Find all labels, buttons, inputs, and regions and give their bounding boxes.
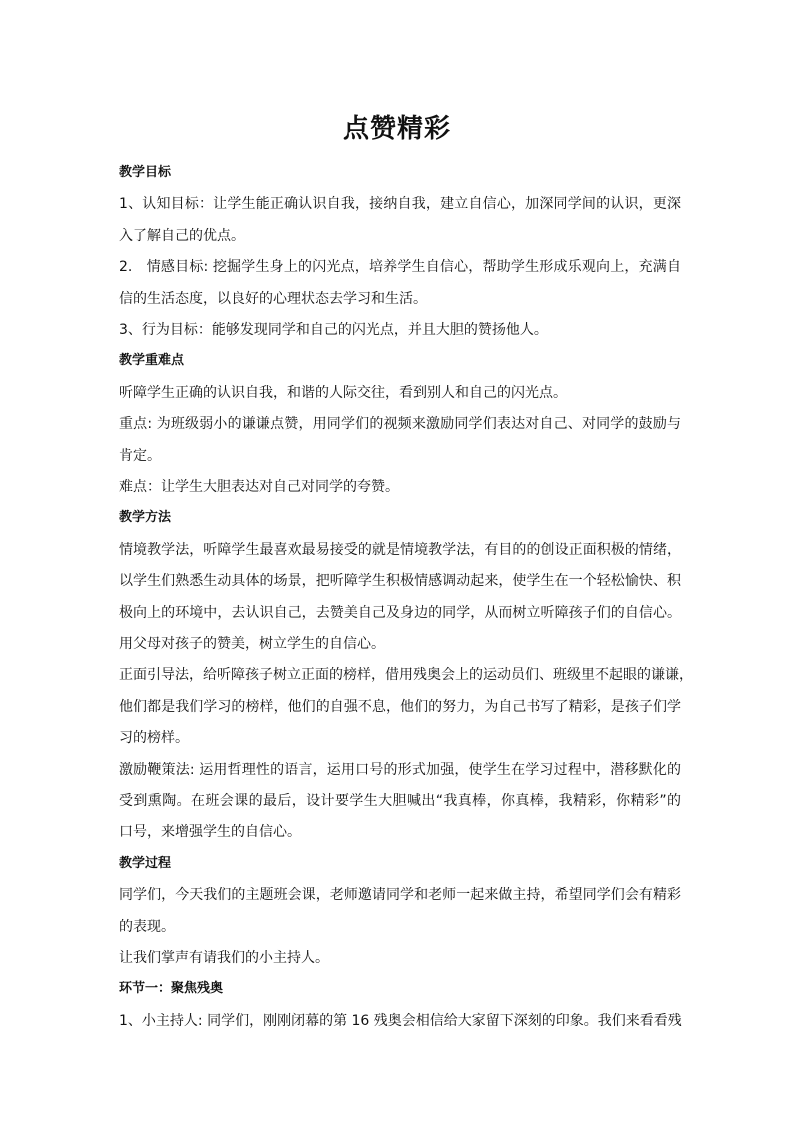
- paragraph-line: 2. 情感目标: 挖掘学生身上的闪光点，培养学生自信心，帮助学生形成乐观向上，充满自: [119, 259, 681, 275]
- paragraph-line: 肯定。: [119, 448, 161, 464]
- section-heading: 教学目标: [119, 165, 172, 180]
- paragraph-line: 入了解自己的优点。: [119, 228, 245, 244]
- paragraph-line: 受到熏陶。在班会课的最后，设计要学生大胆喊出“我真棒，你真棒，我精彩，你精彩”的: [119, 793, 681, 809]
- section-heading: 教学方法: [119, 510, 172, 525]
- section-heading: 教学过程: [119, 856, 172, 871]
- paragraph-line: 1、认知目标：让学生能正确认识自我，接纳自我，建立自信心，加深同学间的认识，更深: [119, 196, 681, 212]
- paragraph-line: 的表现。: [119, 919, 175, 935]
- paragraph-line: 激励鞭策法: 运用哲理性的语言，运用口号的形式加强，使学生在学习过程中，潜移默化的: [119, 762, 681, 778]
- paragraph-line: 难点：让学生大胆表达对自己对同学的夸赞。: [119, 479, 399, 495]
- paragraph-line: 情境教学法，听障学生最喜欢最易接受的就是情境教学法，有目的的创设正面积极的情绪，: [119, 542, 681, 558]
- paragraph-line: 用父母对孩子的赞美，树立学生的自信心。: [119, 636, 385, 652]
- paragraph-line: 3、行为目标：能够发现同学和自己的闪光点，并且大胆的赞扬他人。: [119, 322, 548, 338]
- paragraph-line: 以学生们熟悉生动具体的场景，把听障学生积极情感调动起来，使学生在一个轻松愉快、积: [119, 573, 681, 589]
- document-title: 点赞精彩: [342, 114, 451, 144]
- paragraph-line: 重点: 为班级弱小的谦谦点赞，用同学们的视频来激励同学们表达对自己、对同学的鼓励与: [119, 416, 681, 432]
- paragraph-line: 习的榜样。: [119, 730, 189, 746]
- section-heading: 教学重难点: [119, 353, 185, 368]
- paragraph-line: 口号，来增强学生的自信心。: [119, 824, 301, 840]
- paragraph-line: 极向上的环境中，去认识自己，去赞美自己及身边的同学，从而树立听障孩子们的自信心。: [119, 605, 681, 621]
- paragraph-line: 信的生活态度，以良好的心理状态去学习和生活。: [119, 291, 427, 307]
- paragraph-line: 听障学生正确的认识自我，和谐的人际交往，看到别人和自己的闪光点。: [119, 385, 567, 401]
- paragraph-line: 正面引导法，给听障孩子树立正面的榜样，借用残奥会上的运动员们、班级里不起眼的谦谦，: [119, 667, 693, 683]
- section-heading: 环节一：聚焦残奥: [119, 981, 224, 996]
- paragraph-line: 让我们掌声有请我们的小主持人。: [119, 950, 329, 966]
- paragraph-line: 1、小主持人: 同学们，刚刚闭幕的第 16 残奥会相信给大家留下深刻的印象。我们来看看残: [119, 1013, 682, 1029]
- paragraph-line: 同学们，今天我们的主题班会课，老师邀请同学和老师一起来做主持，希望同学们会有精彩: [119, 887, 681, 903]
- paragraph-line: 他们都是我们学习的榜样，他们的自强不息，他们的努力，为自己书写了精彩，是孩子们学: [119, 699, 681, 715]
